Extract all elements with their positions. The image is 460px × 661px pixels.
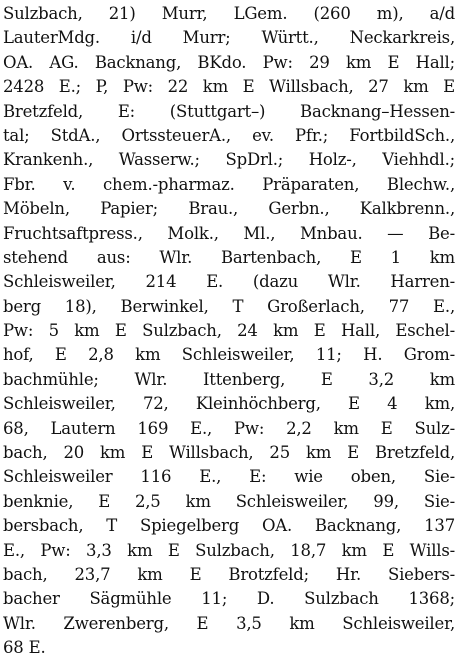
- entry-line-4: 2428 E.; P, Pw: 22 km E Willsbach, 27 km E: [3, 77, 455, 97]
- entry-line-24: bach, 23,7 km E Brotzfeld; Hr. Siebers-: [3, 564, 455, 584]
- entry-line-12: Schleisweiler, 214 E. (dazu Wlr. Harren-: [3, 272, 455, 292]
- entry-line-3: OA. AG. Backnang, BKdo. Pw: 29 km E Hall;: [3, 52, 455, 72]
- entry-line-10: Fruchtsaftpress., Molk., Ml., Mnbau. — Be-: [3, 223, 455, 243]
- entry-line-7: Krankenh., Wasserw.; SpDrl.; Holz-, Viehhdl.;: [3, 150, 455, 170]
- entry-line-21: benknie, E 2,5 km Schleisweiler, 99, Sie-: [3, 491, 455, 511]
- dictionary-entry: [3, 2, 455, 661]
- entry-line-9: Möbeln, Papier; Brau., Gerbn., Kalkbrenn.,: [3, 199, 455, 219]
- entry-line-8: Fbr. v. chem.-pharmaz. Präparaten, Blechw.,: [3, 174, 455, 194]
- entry-line-19: bach, 20 km E Willsbach, 25 km E Bretzfeld,: [3, 443, 455, 463]
- entry-line-1: Sulzbach, 21) Murr, LGem. (260 m), a/d: [3, 4, 455, 23]
- entry-line-23: E., Pw: 3,3 km E Sulzbach, 18,7 km E Wills-: [3, 540, 455, 560]
- entry-line-13: berg 18), Berwinkel, T Großerlach, 77 E.,: [3, 296, 455, 316]
- entry-line-17: Schleisweiler, 72, Kleinhöchberg, E 4 km,: [3, 394, 455, 414]
- entry-line-15: hof, E 2,8 km Schleisweiler, 11; H. Grom-: [3, 345, 455, 365]
- entry-line-26: Wlr. Zwerenberg, E 3,5 km Schleisweiler,: [3, 613, 455, 633]
- entry-line-20: Schleisweiler 116 E., E: wie oben, Sie-: [3, 467, 455, 487]
- entry-line-14: Pw: 5 km E Sulzbach, 24 km E Hall, Eschel-: [3, 321, 455, 341]
- entry-line-6: tal; StdA., OrtssteuerA., ev. Pfr.; FortbildSch.,: [3, 125, 455, 145]
- entry-line-18: 68, Lautern 169 E., Pw: 2,2 km E Sulz-: [3, 418, 455, 438]
- entry-line-5: Bretzfeld, E: (Stuttgart–) Backnang–Hessen-: [3, 101, 455, 121]
- entry-line-22: bersbach, T Spiegelberg OA. Backnang, 137: [3, 516, 455, 536]
- entry-line-2: LauterMdg. i/d Murr; Württ., Neckarkreis,: [3, 28, 455, 48]
- entry-line-27: 68 E.: [3, 638, 46, 658]
- entry-line-16: bachmühle; Wlr. Ittenberg, E 3,2 km: [3, 369, 455, 389]
- entry-line-25: bacher Sägmühle 11; D. Sulzbach 1368;: [3, 589, 455, 609]
- entry-line-11: stehend aus: Wlr. Bartenbach, E 1 km: [3, 247, 455, 267]
